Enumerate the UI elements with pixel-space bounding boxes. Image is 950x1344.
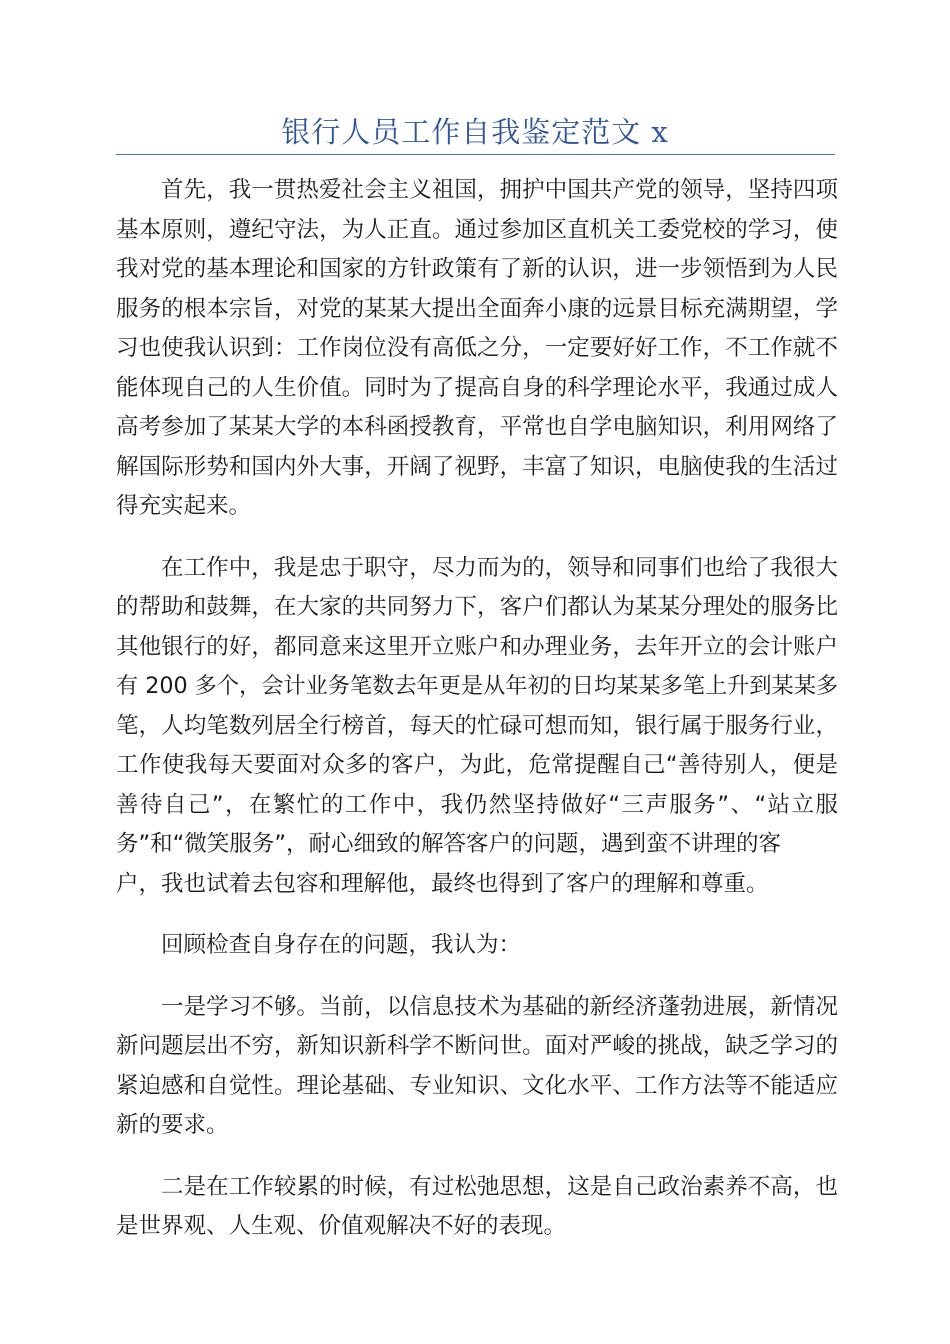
document-title: 银行人员工作自我鉴定范文 x <box>281 115 669 149</box>
paragraph-line: 有 200 多个，会计业务笔数去年更是从年初的日均某某多笔上升到某某多 <box>116 673 839 699</box>
paragraph-line: 善待自己”，在繁忙的工作中，我仍然坚持做好“三声服务”、“站立服 <box>116 791 838 818</box>
paragraph-2 <box>116 549 838 905</box>
paragraph-line: 服务的根本宗旨，对党的某某大提出全面奔小康的远景目标充满期望，学 <box>116 295 838 322</box>
paragraph-line: 户，我也试着去包容和理解他，最终也得到了客户的理解和尊重。 <box>116 870 769 897</box>
document-body <box>116 171 838 1269</box>
paragraph-line: 二是在工作较累的时候，有过松弛思想，这是自己政治素养不高，也 <box>161 1173 838 1200</box>
paragraph-line: 回顾检查自身存在的问题，我认为： <box>161 932 522 958</box>
paragraph-line: 的帮助和鼓舞，在大家的共同努力下，客户们都认为某某分理处的服务比 <box>116 594 838 620</box>
paragraph-1 <box>116 171 838 527</box>
paragraph-4 <box>116 988 838 1146</box>
paragraph-line: 新的要求。 <box>116 1112 229 1138</box>
paragraph-line: 我对党的基本理论和国家的方针政策有了新的认识，进一步领悟到为人民 <box>116 256 838 282</box>
paragraph-line: 其他银行的好，都同意来这里开立账户和办理业务，去年开立的会计账户 <box>116 633 838 660</box>
paragraph-line: 能体现自己的人生价值。同时为了提高自身的科学理论水平，我通过成人 <box>116 374 838 401</box>
paragraph-line: 首先，我一贯热爱社会主义祖国，拥护中国共产党的领导，坚持四项 <box>161 177 838 203</box>
paragraph-line: 解国际形势和国内外大事，开阔了视野，丰富了知识，电脑使我的生活过 <box>116 453 838 480</box>
paragraph-line: 是世界观、人生观、价值观解决不好的表现。 <box>116 1213 567 1239</box>
paragraph-line: 在工作中，我是忠于职守，尽力而为的，领导和同事们也给了我很大 <box>161 554 838 581</box>
paragraph-line: 新问题层出不穷，新知识新科学不断问世。面对严峻的挑战，缺乏学习的 <box>116 1033 838 1059</box>
paragraph-line: 紧迫感和自觉性。理论基础、专业知识、文化水平、工作方法等不能适应 <box>116 1072 838 1099</box>
paragraph-3 <box>116 926 838 966</box>
paragraph-line: 务”和“微笑服务”，耐心细致的解答客户的问题，遇到蛮不讲理的客 <box>116 831 781 857</box>
title-underline <box>116 154 835 155</box>
paragraph-5 <box>116 1168 838 1247</box>
paragraph-line: 习也使我认识到：工作岗位没有高低之分，一定要好好工作，不工作就不 <box>116 335 838 361</box>
paragraph-line: 高考参加了某某大学的本科函授教育，平常也自学电脑知识，利用网络了 <box>116 414 838 440</box>
paragraph-line: 一是学习不够。当前，以信息技术为基础的新经济蓬勃进展，新情况 <box>161 993 838 1020</box>
paragraph-line: 笔，人均笔数列居全行榜首，每天的忙碌可想而知，银行属于服务行业， <box>116 712 838 739</box>
paragraph-line: 得充实起来。 <box>116 493 252 519</box>
paragraph-line: 工作使我每天要面对众多的客户，为此，危常提醒自己“善待别人，便是 <box>116 752 838 778</box>
paragraph-line: 基本原则，遵纪守法，为人正直。通过参加区直机关工委党校的学习，使 <box>116 216 838 243</box>
